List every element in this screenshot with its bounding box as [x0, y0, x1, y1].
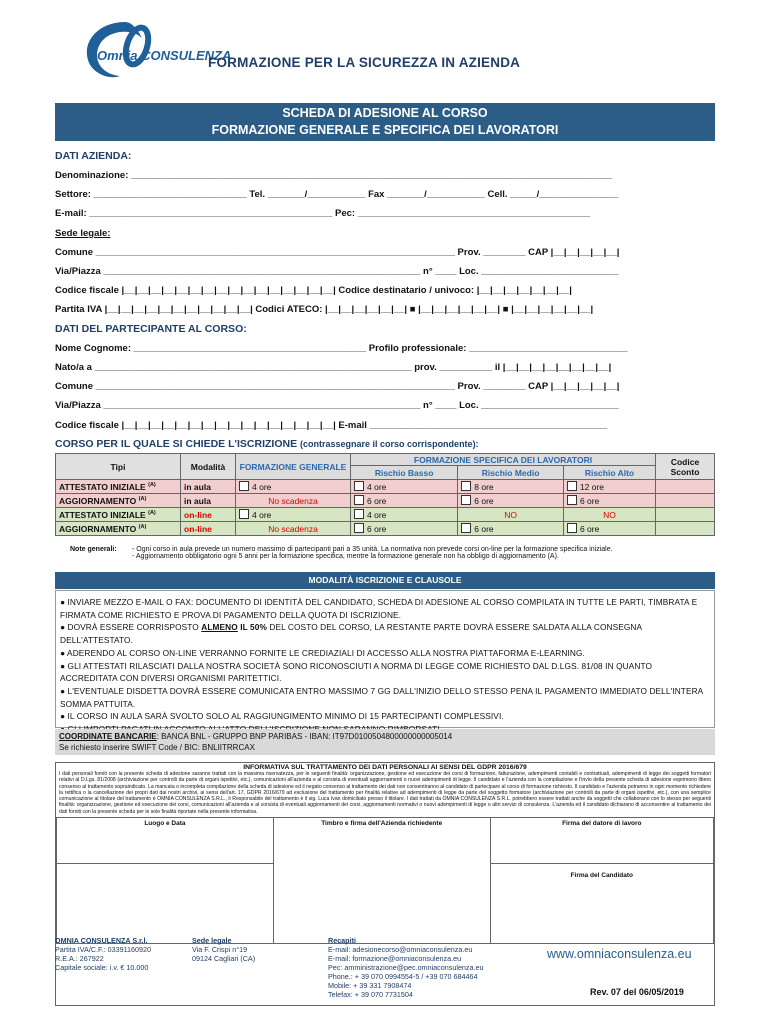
row-basso: 6 ore — [367, 496, 387, 506]
table-row — [56, 508, 715, 522]
field-email-pec[interactable]: E-mail: ______________________________________________ Pec: ____________________________________________ — [55, 208, 591, 219]
row-modalita: on-line — [181, 522, 236, 536]
clause-3: ● ADERENDO AL CORSO ON-LINE VERRANNO FORNITE LE CREDIAZIALI DI ACCESSO ALLA NOSTRA PIATTAFORMA E-LEARNING. — [60, 647, 585, 658]
footer-recapiti — [328, 936, 484, 999]
row-modalita: on-line — [181, 508, 236, 522]
logo-brand: Omnia CONSULENZA — [97, 48, 232, 63]
clause-5: ● L'EVENTUALE DISDETTA DOVRÀ ESSERE COMUNICATA ENTRO MASSIMO 7 GG DALL'INIZIO DELLO STESSO PENA IL PAGAMENTO IMMEDIATO DELL'INTERA SOMMA PATTUITA. — [60, 685, 703, 709]
clause-2-a: ● DOVRÀ ESSERE CORRISPOSTO — [60, 622, 202, 633]
field-via-azienda[interactable]: Via/Piazza ____________________________________________________________ n° ____ Loc. __________________________ — [55, 266, 619, 277]
checkbox[interactable] — [461, 495, 471, 505]
footer-sede — [192, 936, 255, 963]
row-medio: 6 ore — [474, 496, 494, 506]
row-basso: 4 ore — [367, 510, 387, 520]
checkbox[interactable] — [567, 495, 577, 505]
row-generale: 4 ore — [252, 510, 272, 520]
checkbox[interactable] — [461, 523, 471, 533]
company-capitale: Capitale sociale: i.v. € 10.000 — [55, 963, 149, 972]
notes-label: Note generali: — [70, 546, 117, 553]
row-medio: NO — [458, 508, 564, 522]
checkbox[interactable] — [354, 481, 364, 491]
bank-coordinates — [55, 729, 715, 755]
table-row — [56, 480, 715, 494]
corso-label: CORSO PER IL QUALE SI CHIEDE L'ISCRIZIONE — [55, 438, 298, 450]
note-1: - Ogni corso in aula prevede un numero massimo di partecipanti pari a 35 unità. La normativa non prevede corsi on-line per la formazione specifica iniziale. — [132, 546, 613, 553]
field-denominazione[interactable]: Denominazione: ___________________________________________________________________________________________ — [55, 170, 612, 181]
footer-company — [55, 936, 151, 972]
checkbox[interactable] — [354, 509, 364, 519]
company-rea: R.E.A.: 267922 — [55, 954, 104, 963]
row-tipo: AGGIORNAMENTO — [59, 523, 137, 534]
checkbox[interactable] — [239, 481, 249, 491]
row-generale: No scadenza — [236, 522, 351, 536]
company-piva: Partita IVA/C.F.: 03391160920 — [55, 945, 152, 954]
checkbox[interactable] — [354, 495, 364, 505]
checkbox[interactable] — [354, 523, 364, 533]
sede-title: Sede legale — [192, 936, 232, 945]
col-formazione-specifica: FORMAZIONE SPECIFICA DEI LAVORATORI — [351, 454, 656, 466]
pec-email[interactable]: Pec: amministrazione@pec.omniaconsulenza.eu — [328, 963, 484, 972]
field-settore-contatti[interactable]: Settore: _____________________________ Tel. _______/___________ Fax _______/___________ Cell. _____/_______________ — [55, 189, 619, 200]
clause-4: ● GLI ATTESTATI RILASCIATI DALLA NOSTRA SOCIETÀ SONO RICONOSCIUTI A NORMA DI LEGGE COME RICHIESTO DAL D.LGS. 81/08 IN QUANTO ACCREDITATA CON DIVERSI ORGANISMI PARITETTICI. — [60, 660, 653, 684]
firma-candidato-cell[interactable] — [490, 864, 713, 944]
row-generale: No scadenza — [236, 494, 351, 508]
signature-table — [56, 817, 714, 944]
company-name: OMNIA CONSULENZA S.r.l. — [55, 936, 148, 945]
clause-2-b: ALMENO — [201, 622, 238, 633]
field-cf-email-partecipante[interactable]: Codice fiscale |__|__|__|__|__|__|__|__|__|__|__|__|__|__|__|__| E-mail _____________________________________________ — [55, 420, 608, 431]
phone: Phone.: + 39 070 0994554-5 / +39 070 684464 — [328, 972, 478, 981]
col-rischio-basso: Rischio Basso — [351, 466, 458, 480]
sede-city: 09124 Cagliari (CA) — [192, 954, 256, 963]
revision-label: Rev. 07 del 06/05/2019 — [590, 987, 684, 997]
email-1[interactable]: E-mail: adesionecorso@omniaconsulenza.eu — [328, 945, 473, 954]
row-basso: 6 ore — [367, 524, 387, 534]
table-row — [56, 522, 715, 536]
checkbox[interactable] — [239, 509, 249, 519]
checkbox[interactable] — [461, 481, 471, 491]
field-via-partecipante[interactable]: Via/Piazza ____________________________________________________________ n° ____ Loc. __________________________ — [55, 400, 619, 411]
website-link[interactable]: www.omniaconsulenza.eu — [547, 947, 692, 961]
col-rischio-alto: Rischio Alto — [563, 466, 655, 480]
row-medio: 8 ore — [474, 482, 494, 492]
timbro-cell[interactable] — [273, 818, 490, 944]
row-generale: 4 ore — [252, 482, 272, 492]
row-basso: 4 ore — [367, 482, 387, 492]
field-comune-azienda[interactable]: Comune ____________________________________________________________________ Prov. ________ CAP |__|__|__|__|__| — [55, 247, 620, 258]
field-comune-partecipante[interactable]: Comune ____________________________________________________________________ Prov. ________ CAP |__|__|__|__|__| — [55, 381, 620, 392]
checkbox[interactable] — [567, 523, 577, 533]
clause-1: ● INVIARE MEZZO E-MAIL O FAX: DOCUMENTO DI IDENTITÀ DEL CANDIDATO, SCHEDA DI ADESIONE AL CORSO COMPILATA IN TUTTE LE PARTI, TIMBRATA E FIRMATA COME RICHIESTO E PROVA DI PAGAMENTO DELLA QUOTA DI ISCRIZIONE. — [60, 597, 698, 620]
row-sup: (A) — [138, 495, 147, 502]
col-modalita: Modalità — [181, 454, 236, 480]
clause-2-d: DEL COSTO DEL CORSO, LA RESTANTE PARTE DOVRÀ ESSERE SALDATA ALLA CONSEGNA DELL'ATTESTATO. — [60, 622, 642, 646]
banner-line-2: FORMAZIONE GENERALE E SPECIFICA DEI LAVORATORI — [211, 123, 559, 137]
privacy-text: I dati personali forniti con la presente scheda di adesione saranno trattati con la massima riservatezza, per le seguenti finalità: organizzazione, gestione ed esecuzione dei corsi di formazione, fatturazione, adempimenti contabili e contrattuali, adempimenti di legge dei soggetti formatori relativi al D.Lgs. 81/2008 (archiviazione per controlli da parte di organi ispettivi, etc.), comunicazioni all'azienda e al corsista di eventuali aggiornamenti o nuovi adempimenti di legge. Il candidato e l'azienda con la compilazione e l'invio della presente scheda di adesione esprimono libero consenso al trattamento sopraindicato. La mancata o incompleta compilazione della scheda di adesione ed il negato consenso al trattamento dei dati non consentiranno al candidato di partecipare al corso di formazione richiesto. Il candidato e l'azienda potranno in ogni momento richiedere la rettifica o la cancellazione dei propri dati dai nostri archivi, ai sensi dell'art. 17, GDPR 2016/679 ad esclusione del trattamento per finalità relative ad adempimenti di legge da parte del soggetto formatore (archiviazione per controlli da parte di organi ispettivi, etc.), con una semplice comunicazione al titolare del trattamento è OMNIA CONSULENZA S.R.L., il Responsabile del trattamento è il sig. Luca Ivan domiciliato presso il titolare. I dati trattati da OMNIA CONSULENZA S.R.L. potrebbero essere trattati anche da soggetti che collaborano con lo stesso per seguenti finalità: organizzazione, gestione ed esecuzione dei corsi, comunicazioni all'azienda e al corsista di eventuali aggiornamenti dei corsi, aggiornamenti normativi o nuovi adempimenti di legge o altri servizi di consulenza. L'azienda ed il candidato dichiarano di acconsentire al trattamento dei dati forniti con la presente scheda per le sole finalità riportate nella presente informativa. — [59, 771, 711, 815]
field-codice-fiscale-azienda[interactable]: Codice fiscale |__|__|__|__|__|__|__|__|__|__|__|__|__|__|__|__| Codice destinatario / univoco: |__|__|__|__|__|__|__| — [55, 285, 572, 296]
sconto-cell[interactable] — [656, 522, 715, 536]
row-alto: NO — [563, 508, 655, 522]
swift-code: Se richiesto inserire SWIFT Code / BIC: BNLIITRRCAX — [59, 743, 255, 752]
banner-line-1: SCHEDA DI ADESIONE AL CORSO — [282, 106, 488, 120]
row-alto: 6 ore — [579, 524, 600, 534]
row-sup: (A) — [148, 509, 156, 516]
col-codice-sconto: Codice Sconto — [656, 454, 715, 480]
recapiti-title: Recapiti — [328, 936, 356, 945]
row-tipo: ATTESTATO INIZIALE — [59, 509, 146, 520]
privacy-title: INFORMATIVA SUL TRATTAMENTO DEI DATI PERSONALI AI SENSI DEL GDPR 2016/679 — [243, 764, 527, 771]
section-dati-partecipante: DATI DEL PARTECIPANTE AL CORSO: — [55, 323, 247, 335]
sede-legale-label: Sede legale: — [55, 228, 111, 239]
telefax: Telefax: + 39 070 7731504 — [328, 990, 413, 999]
general-notes — [70, 546, 613, 560]
checkbox[interactable] — [567, 481, 577, 491]
sede-address: Via F. Crispi n°19 — [192, 945, 248, 954]
clause-2 — [60, 621, 710, 646]
section-dati-azienda: DATI AZIENDA: — [55, 150, 132, 162]
col-tipi: Tipi — [56, 454, 181, 480]
firma-datore-label: Firma del datore di lavoro — [562, 820, 642, 828]
empty-cell — [57, 864, 274, 944]
row-medio: 6 ore — [474, 524, 494, 534]
timbro-label: Timbro e firma dell'Azienda richiedente — [321, 820, 443, 828]
section-corso — [55, 438, 479, 450]
sconto-cell[interactable] — [656, 480, 715, 494]
row-sup: (A) — [148, 481, 156, 488]
row-tipo: ATTESTATO INIZIALE — [59, 481, 146, 492]
luogo-data-label: Luogo e Data — [144, 820, 186, 828]
firma-candidato-label: Firma del Candidato — [570, 872, 634, 880]
field-nascita[interactable]: Nato/a a ____________________________________________________________ prov. __________ il |__|__|__|__|__|__|__|__| — [55, 362, 612, 373]
corso-note: (contrassegnare il corso corrispondente): — [300, 439, 479, 449]
row-tipo: AGGIORNAMENTO — [59, 495, 137, 506]
email-2[interactable]: E-mail: formazione@omniaconsulenza.eu — [328, 954, 462, 963]
sconto-cell[interactable] — [656, 494, 715, 508]
mobile: Mobile: + 39 331 7908474 — [328, 981, 412, 990]
col-rischio-medio: Rischio Medio — [458, 466, 564, 480]
col-formazione-generale: FORMAZIONE GENERALE — [236, 454, 351, 480]
courses-table — [55, 453, 715, 536]
field-nome-cognome[interactable]: Nome Cognome: ____________________________________________ Profilo professionale: ______________________________ — [55, 343, 628, 354]
field-partita-iva-ateco[interactable]: Partita IVA |__|__|__|__|__|__|__|__|__|__|__| Codici ATECO: |__|__|__|__|__|__| ■ |__|__|__|__|__|__| ■ |__|__|__|__|__|__| — [55, 304, 594, 315]
note-2: - Aggiornamento obbligatorio ogni 5 anni per la formazione specifica, mentre la formazione generale non ha obbligo di aggiornamento (A). — [132, 553, 559, 560]
modalita-header: MODALITÀ ISCRIZIONE E CLAUSOLE — [55, 572, 715, 589]
row-modalita: in aula — [181, 494, 236, 508]
clause-2-c: IL 50% — [237, 622, 267, 633]
coord-label: COORDINATE BANCARIE — [59, 732, 157, 741]
row-modalita: in aula — [181, 480, 236, 494]
page-title: FORMAZIONE PER LA SICUREZZA IN AZIENDA — [208, 55, 521, 70]
coord-value: : BANCA BNL - GRUPPO BNP PARIBAS - IBAN: IT97D0100504800000000005014 — [156, 732, 453, 741]
sconto-cell[interactable] — [656, 508, 715, 522]
clause-6: ● IL CORSO IN AULA SARÀ SVOLTO SOLO AL RAGGIUNGIMENTO MINIMO DI 15 PARTECIPANTI COMPLESSIVI. — [60, 711, 504, 722]
modalita-clauses — [55, 590, 715, 728]
row-alto: 6 ore — [579, 496, 600, 506]
form-banner — [55, 103, 715, 141]
firma-datore-cell[interactable] — [490, 818, 713, 864]
luogo-data-cell[interactable] — [57, 818, 274, 864]
row-sup: (A) — [138, 523, 147, 530]
table-row — [56, 494, 715, 508]
row-alto: 12 ore — [579, 482, 605, 492]
